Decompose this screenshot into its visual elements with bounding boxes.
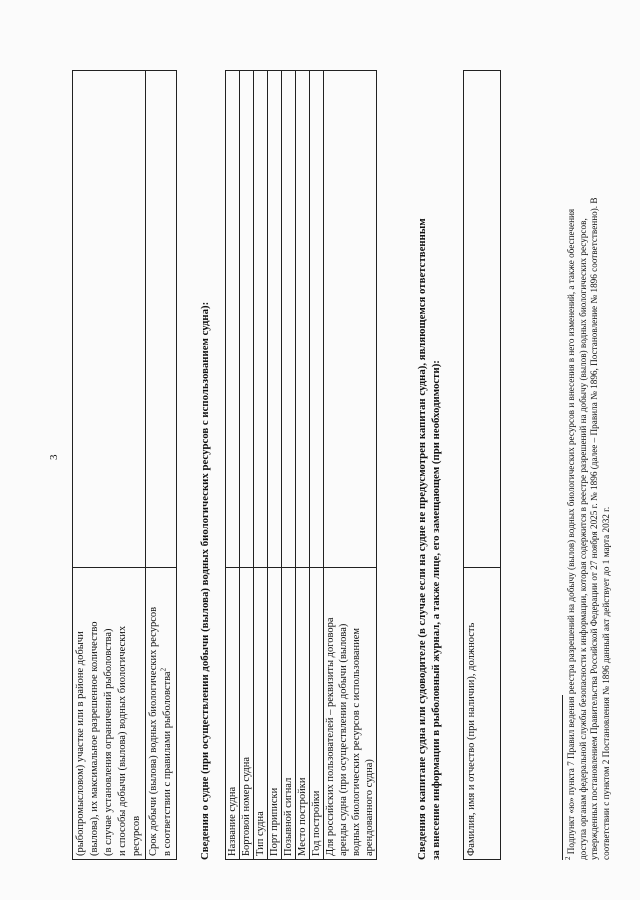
table-row	[282, 71, 296, 860]
catch-area-label: (рыбопромысловом) участке или в районе добычи (вылова), их максимальное разрешенное количество (в случае установления ограничений рыболовства) и способы добычи (вылова) водных биологических ресурсов	[73, 568, 146, 860]
catch-area-value	[73, 71, 146, 568]
vessel-section-heading: Сведения о судне (при осуществлении добычи (вылова) водных биологических ресурсов с использованием судна):	[199, 301, 211, 860]
footnote-mark: 2	[563, 856, 572, 860]
catch-period-label: Срок добычи (вылова) водных биологических ресурсов в соответствии с правилами рыболовства$^2$	[146, 568, 177, 860]
table-row	[296, 71, 310, 860]
table-row	[464, 71, 501, 860]
vessel-row-label: Место постройки	[296, 568, 310, 860]
resource-table	[72, 70, 177, 860]
vessel-row-label: Позывной сигнал	[282, 568, 296, 860]
captain-section-heading-continued: за внесение информации в рыболовный журнал, а также лице, его замещающем (при необходимости):	[430, 360, 442, 860]
vessel-row-label: Название судна	[226, 568, 240, 860]
vessel-table	[225, 70, 377, 860]
table-row	[240, 71, 254, 860]
lease-contract-label: Для российских пользователей – реквизиты договора аренды судна (при осуществлении добычи (вылова) водных биологических ресурсов с использованием арендованного судна)	[324, 568, 377, 860]
vessel-row-label: Бортовой номер судна	[240, 568, 254, 860]
footnote: $^2$ Подпункт «ю» пункта 7 Правил ведения реестра разрешений на добычу (вылов) водных биологических ресурсов и внесения в него изменений, а также обеспечения доступа органам федеральной службы безопасности к информации, которая содержится в реестре разрешений на добычу (вылов) водных биологических ресурсов, утвержденных постановлением Правительства Российской Федерации от 27 ноября 2025 г. № 1896 (далее – Правила № 1896, Постановление № 1896 соответственно). В соответствии с пунктом 2 Постановления № 1896 данный акт действует до 1 марта 2032 г.	[563, 197, 611, 860]
catch-period-value	[146, 71, 177, 568]
page-number: 3	[48, 454, 60, 460]
table-row	[310, 71, 324, 860]
captain-name-label: Фамилия, имя и отчество (при наличии), должность	[464, 568, 501, 860]
table-row	[73, 71, 146, 860]
table-row	[254, 71, 268, 860]
footnote-separator	[562, 695, 563, 860]
footnote-ref: 2	[159, 667, 168, 672]
table-row	[324, 71, 377, 860]
table-row	[226, 71, 240, 860]
table-row	[268, 71, 282, 860]
table-row	[146, 71, 177, 860]
vessel-row-label: Порт приписки	[268, 568, 282, 860]
captain-section-heading: Сведения о капитане судна или судоводителе (в случае если на судне не предусмотрен капитан судна), являющемся ответственным	[416, 218, 428, 860]
captain-table	[463, 70, 501, 860]
vessel-row-label: Год постройки	[310, 568, 324, 860]
vessel-row-label: Тип судна	[254, 568, 268, 860]
